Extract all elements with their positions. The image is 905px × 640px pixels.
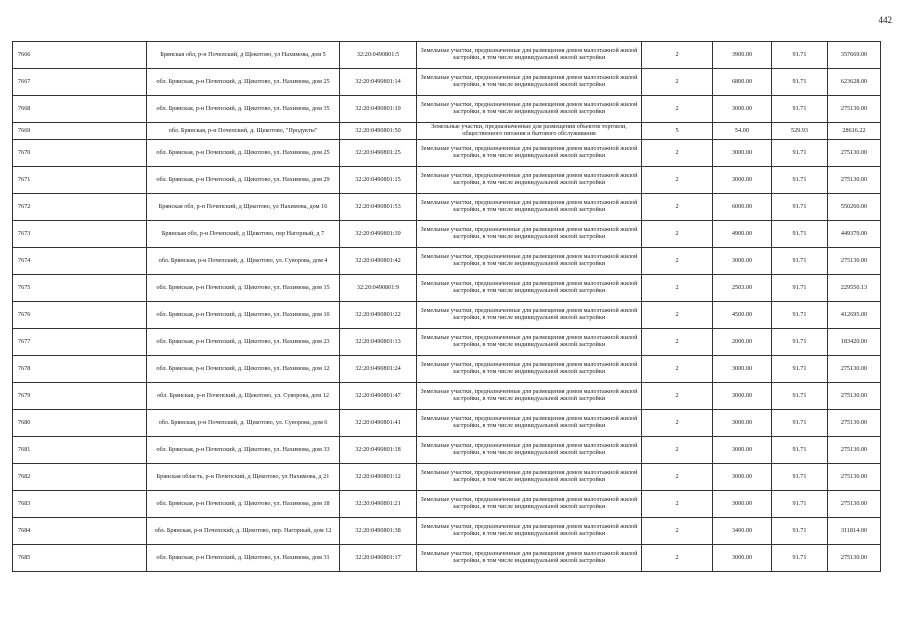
row-number-cell: 7669 bbox=[13, 123, 147, 140]
cadastral-number-cell: 32:20:0490801:14 bbox=[340, 69, 417, 96]
address-cell: обл. Брянская, р-н Почепский, д. Щекотово, ул. Нахимова, дом 10 bbox=[147, 302, 340, 329]
row-number-cell: 7670 bbox=[13, 140, 147, 167]
land-use-cell: Земельные участки, предназначенные для размещения домов малоэтажной жилой застройки, в том числе индивидуальной жилой застройки bbox=[417, 329, 642, 356]
group-cell: 2 bbox=[642, 69, 713, 96]
address-cell: обл. Брянская, р-н Почепский, д. Щекотово, ул. Суворова, дом 6 bbox=[147, 410, 340, 437]
specific-value-cell: 91.71 bbox=[772, 437, 828, 464]
area-cell: 4900.00 bbox=[713, 221, 772, 248]
group-cell: 2 bbox=[642, 356, 713, 383]
row-number-cell: 7668 bbox=[13, 96, 147, 123]
row-number-cell: 7680 bbox=[13, 410, 147, 437]
group-cell: 2 bbox=[642, 221, 713, 248]
specific-value-cell: 91.71 bbox=[772, 518, 828, 545]
land-use-cell: Земельные участки, предназначенные для размещения домов малоэтажной жилой застройки, в том числе индивидуальной жилой застройки bbox=[417, 69, 642, 96]
group-cell: 2 bbox=[642, 545, 713, 572]
cadastral-number-cell: 32:20:0490801:53 bbox=[340, 194, 417, 221]
address-cell: Брянская обл, р-н Почепский, д Щекотово, ул Нахимова, дом 5 bbox=[147, 42, 340, 69]
land-use-cell: Земельные участки, предназначенные для размещения домов малоэтажной жилой застройки, в том числе индивидуальной жилой застройки bbox=[417, 518, 642, 545]
specific-value-cell: 91.71 bbox=[772, 140, 828, 167]
address-cell: обл. Брянская, р-н Почепский, д. Щекотово, ул. Нахимова, дом 29 bbox=[147, 167, 340, 194]
row-number-cell: 7667 bbox=[13, 69, 147, 96]
land-use-cell: Земельные участки, предназначенные для размещения домов малоэтажной жилой застройки, в том числе индивидуальной жилой застройки bbox=[417, 167, 642, 194]
row-number-cell: 7681 bbox=[13, 437, 147, 464]
table-row bbox=[13, 42, 881, 69]
cadastral-number-cell: 32:20:0490801:22 bbox=[340, 302, 417, 329]
cadastral-number-cell: 32:20:0490801:47 bbox=[340, 383, 417, 410]
specific-value-cell: 529.93 bbox=[772, 123, 828, 140]
cadastral-value-table bbox=[12, 41, 881, 572]
cadastral-number-cell: 32:20:0490801:25 bbox=[340, 140, 417, 167]
cadastral-number-cell: 32:20:0490801:42 bbox=[340, 248, 417, 275]
group-cell: 5 bbox=[642, 123, 713, 140]
address-cell: Брянская обл, р-н Почепский, д Щекотово, пер Нагорный, д 7 bbox=[147, 221, 340, 248]
cadastral-number-cell: 32:20:0490801:41 bbox=[340, 410, 417, 437]
row-number-cell: 7671 bbox=[13, 167, 147, 194]
address-cell: обл. Брянская, р-н Почепский, д. Щекотово, ул. Суворова, дом 12 bbox=[147, 383, 340, 410]
area-cell: 3000.00 bbox=[713, 140, 772, 167]
cadastral-value-cell: 357669.00 bbox=[828, 42, 881, 69]
group-cell: 2 bbox=[642, 302, 713, 329]
area-cell: 2000.00 bbox=[713, 329, 772, 356]
address-cell: обл. Брянская, р-н Почепский, д. Щекотово, ул. Нахимова, дом 25 bbox=[147, 69, 340, 96]
land-use-cell: Земельные участки, предназначенные для размещения домов малоэтажной жилой застройки, в том числе индивидуальной жилой застройки bbox=[417, 464, 642, 491]
row-number-cell: 7679 bbox=[13, 383, 147, 410]
land-use-cell: Земельные участки, предназначенные для размещения домов малоэтажной жилой застройки, в том числе индивидуальной жилой застройки bbox=[417, 140, 642, 167]
specific-value-cell: 91.71 bbox=[772, 194, 828, 221]
table-row bbox=[13, 410, 881, 437]
cadastral-number-cell: 32:20:0490801:39 bbox=[340, 221, 417, 248]
cadastral-number-cell: 32:20:0490801:24 bbox=[340, 356, 417, 383]
cadastral-value-cell: 412695.00 bbox=[828, 302, 881, 329]
address-cell: обл. Брянская, р-н Почепский, д. Щекотово, ул. Нахимова, дом 31 bbox=[147, 545, 340, 572]
cadastral-number-cell: 32:20:0490801:5 bbox=[340, 42, 417, 69]
cadastral-value-cell: 275130.00 bbox=[828, 140, 881, 167]
row-number-cell: 7684 bbox=[13, 518, 147, 545]
address-cell: обл. Брянская, р-н Почепский, д. Щекотово, ул. Нахимова, дом 12 bbox=[147, 356, 340, 383]
table-row bbox=[13, 302, 881, 329]
land-use-cell: Земельные участки, предназначенные для размещения домов малоэтажной жилой застройки, в том числе индивидуальной жилой застройки bbox=[417, 96, 642, 123]
land-use-cell: Земельные участки, предназначенные для размещения домов малоэтажной жилой застройки, в том числе индивидуальной жилой застройки bbox=[417, 545, 642, 572]
cadastral-value-cell: 275130.00 bbox=[828, 491, 881, 518]
table-row bbox=[13, 437, 881, 464]
specific-value-cell: 91.71 bbox=[772, 248, 828, 275]
specific-value-cell: 91.71 bbox=[772, 42, 828, 69]
cadastral-number-cell: 32:20:0490801:18 bbox=[340, 437, 417, 464]
cadastral-value-cell: 275130.00 bbox=[828, 248, 881, 275]
cadastral-value-cell: 550260.00 bbox=[828, 194, 881, 221]
cadastral-value-cell: 275130.00 bbox=[828, 167, 881, 194]
land-use-cell: Земельные участки, предназначенные для размещения домов малоэтажной жилой застройки, в том числе индивидуальной жилой застройки bbox=[417, 194, 642, 221]
land-use-cell: Земельные участки, предназначенные для размещения домов малоэтажной жилой застройки, в том числе индивидуальной жилой застройки bbox=[417, 491, 642, 518]
row-number-cell: 7678 bbox=[13, 356, 147, 383]
specific-value-cell: 91.71 bbox=[772, 275, 828, 302]
specific-value-cell: 91.71 bbox=[772, 96, 828, 123]
cadastral-value-cell: 449379.00 bbox=[828, 221, 881, 248]
area-cell: 3000.00 bbox=[713, 167, 772, 194]
table-row bbox=[13, 123, 881, 140]
table-row bbox=[13, 491, 881, 518]
specific-value-cell: 91.71 bbox=[772, 69, 828, 96]
land-use-cell: Земельные участки, предназначенные для размещения домов малоэтажной жилой застройки, в том числе индивидуальной жилой застройки bbox=[417, 410, 642, 437]
area-cell: 54.00 bbox=[713, 123, 772, 140]
specific-value-cell: 91.71 bbox=[772, 221, 828, 248]
specific-value-cell: 91.71 bbox=[772, 302, 828, 329]
row-number-cell: 7683 bbox=[13, 491, 147, 518]
group-cell: 2 bbox=[642, 42, 713, 69]
specific-value-cell: 91.71 bbox=[772, 329, 828, 356]
table-row bbox=[13, 356, 881, 383]
land-use-cell: Земельные участки, предназначенные для размещения домов малоэтажной жилой застройки, в том числе индивидуальной жилой застройки bbox=[417, 356, 642, 383]
table-row bbox=[13, 518, 881, 545]
address-cell: Брянская обл, р-н Почепский, д Щекотово, ул Нахимова, дом 16 bbox=[147, 194, 340, 221]
row-number-cell: 7672 bbox=[13, 194, 147, 221]
address-cell: обл. Брянская, р-н Почепский, д. Щекотово, пер. Нагорный, дом 12 bbox=[147, 518, 340, 545]
group-cell: 2 bbox=[642, 383, 713, 410]
row-number-cell: 7666 bbox=[13, 42, 147, 69]
cadastral-number-cell: 32:20:0490801:17 bbox=[340, 545, 417, 572]
address-cell: обл. Брянская, р-н Почепский, д. Щекотово, ул. Нахимова, дом 33 bbox=[147, 437, 340, 464]
cadastral-value-cell: 275130.00 bbox=[828, 464, 881, 491]
specific-value-cell: 91.71 bbox=[772, 356, 828, 383]
table-row bbox=[13, 248, 881, 275]
cadastral-value-cell: 229550.13 bbox=[828, 275, 881, 302]
row-number-cell: 7685 bbox=[13, 545, 147, 572]
land-use-cell: Земельные участки, предназначенные для размещения домов малоэтажной жилой застройки, в том числе индивидуальной жилой застройки bbox=[417, 275, 642, 302]
cadastral-value-cell: 275130.00 bbox=[828, 437, 881, 464]
page-number: 442 bbox=[878, 15, 892, 25]
land-use-cell: Земельные участки, предназначенные для размещения домов малоэтажной жилой застройки, в том числе индивидуальной жилой застройки bbox=[417, 437, 642, 464]
group-cell: 2 bbox=[642, 167, 713, 194]
area-cell: 2503.00 bbox=[713, 275, 772, 302]
land-use-cell: Земельные участки, предназначенные для размещения домов малоэтажной жилой застройки, в том числе индивидуальной жилой застройки bbox=[417, 383, 642, 410]
group-cell: 2 bbox=[642, 410, 713, 437]
cadastral-value-cell: 275130.00 bbox=[828, 410, 881, 437]
address-cell: обл. Брянская, р-н Почепский, д. Щекотово, ул. Нахимова, дом 18 bbox=[147, 491, 340, 518]
group-cell: 2 bbox=[642, 518, 713, 545]
table-row bbox=[13, 96, 881, 123]
area-cell: 3400.00 bbox=[713, 518, 772, 545]
land-use-cell: Земельные участки, предназначенные для размещения домов малоэтажной жилой застройки, в том числе индивидуальной жилой застройки bbox=[417, 248, 642, 275]
address-cell: обл. Брянская, р-н Почепский, д. Щекотово, ул. Нахимова, дом 15 bbox=[147, 275, 340, 302]
cadastral-number-cell: 32:20:0490801:21 bbox=[340, 491, 417, 518]
group-cell: 2 bbox=[642, 96, 713, 123]
cadastral-value-cell: 311814.00 bbox=[828, 518, 881, 545]
address-cell: Брянская область, р-н Почепский, д Щекотово, ул Нахимова, д 21 bbox=[147, 464, 340, 491]
area-cell: 3000.00 bbox=[713, 491, 772, 518]
group-cell: 2 bbox=[642, 275, 713, 302]
table-row bbox=[13, 275, 881, 302]
row-number-cell: 7676 bbox=[13, 302, 147, 329]
land-use-cell: Земельные участки, предназначенные для размещения домов малоэтажной жилой застройки, в том числе индивидуальной жилой застройки bbox=[417, 42, 642, 69]
cadastral-value-cell: 275130.00 bbox=[828, 383, 881, 410]
area-cell: 3000.00 bbox=[713, 96, 772, 123]
table-row bbox=[13, 545, 881, 572]
row-number-cell: 7677 bbox=[13, 329, 147, 356]
group-cell: 2 bbox=[642, 464, 713, 491]
specific-value-cell: 91.71 bbox=[772, 410, 828, 437]
group-cell: 2 bbox=[642, 329, 713, 356]
area-cell: 6000.00 bbox=[713, 194, 772, 221]
cadastral-value-cell: 28616.22 bbox=[828, 123, 881, 140]
cadastral-number-cell: 32:20:0490801:13 bbox=[340, 329, 417, 356]
specific-value-cell: 91.71 bbox=[772, 167, 828, 194]
land-use-cell: Земельные участки, предназначенные для размещения объектов торговли, общественного питания и бытового обслуживания bbox=[417, 123, 642, 140]
cadastral-number-cell: 32:20:0490801:50 bbox=[340, 123, 417, 140]
address-cell: обл. Брянская, р-н Почепский, д. Щекотово, ул. Суворова, дом 4 bbox=[147, 248, 340, 275]
land-use-cell: Земельные участки, предназначенные для размещения домов малоэтажной жилой застройки, в том числе индивидуальной жилой застройки bbox=[417, 302, 642, 329]
group-cell: 2 bbox=[642, 248, 713, 275]
area-cell: 4500.00 bbox=[713, 302, 772, 329]
cadastral-number-cell: 32:20:0490801:9 bbox=[340, 275, 417, 302]
table-row bbox=[13, 194, 881, 221]
table-row bbox=[13, 221, 881, 248]
row-number-cell: 7682 bbox=[13, 464, 147, 491]
cadastral-value-cell: 183420.00 bbox=[828, 329, 881, 356]
address-cell: обл. Брянская, р-н Почепский, д. Щекотово, ул. Нахимова, дом 35 bbox=[147, 96, 340, 123]
address-cell: обл. Брянская, р-н Почепский, д. Щекотово, ул. Нахимова, дом 25 bbox=[147, 140, 340, 167]
group-cell: 2 bbox=[642, 437, 713, 464]
specific-value-cell: 91.71 bbox=[772, 545, 828, 572]
table-row bbox=[13, 383, 881, 410]
table-row bbox=[13, 69, 881, 96]
group-cell: 2 bbox=[642, 491, 713, 518]
row-number-cell: 7674 bbox=[13, 248, 147, 275]
cadastral-value-cell: 275130.00 bbox=[828, 356, 881, 383]
specific-value-cell: 91.71 bbox=[772, 383, 828, 410]
group-cell: 2 bbox=[642, 140, 713, 167]
cadastral-value-cell: 275130.00 bbox=[828, 96, 881, 123]
row-number-cell: 7675 bbox=[13, 275, 147, 302]
address-cell: обл. Брянская, р-н Почепский, д. Щекотово, ул. Нахимова, дом 23 bbox=[147, 329, 340, 356]
specific-value-cell: 91.71 bbox=[772, 464, 828, 491]
table-row bbox=[13, 140, 881, 167]
cadastral-number-cell: 32:20:0490801:38 bbox=[340, 518, 417, 545]
table-body bbox=[13, 42, 881, 572]
specific-value-cell: 91.71 bbox=[772, 491, 828, 518]
cadastral-number-cell: 32:20:0490801:19 bbox=[340, 96, 417, 123]
area-cell: 6800.00 bbox=[713, 69, 772, 96]
table-row bbox=[13, 329, 881, 356]
area-cell: 3900.00 bbox=[713, 42, 772, 69]
area-cell: 3000.00 bbox=[713, 248, 772, 275]
table-row bbox=[13, 464, 881, 491]
group-cell: 2 bbox=[642, 194, 713, 221]
land-use-cell: Земельные участки, предназначенные для размещения домов малоэтажной жилой застройки, в том числе индивидуальной жилой застройки bbox=[417, 221, 642, 248]
cadastral-number-cell: 32:20:0490801:15 bbox=[340, 167, 417, 194]
area-cell: 3000.00 bbox=[713, 464, 772, 491]
area-cell: 3000.00 bbox=[713, 545, 772, 572]
table-row bbox=[13, 167, 881, 194]
cadastral-value-cell: 623628.00 bbox=[828, 69, 881, 96]
area-cell: 3000.00 bbox=[713, 410, 772, 437]
cadastral-value-cell: 275130.00 bbox=[828, 545, 881, 572]
area-cell: 3000.00 bbox=[713, 356, 772, 383]
cadastral-number-cell: 32:20:0490801:12 bbox=[340, 464, 417, 491]
area-cell: 3000.00 bbox=[713, 437, 772, 464]
address-cell: обл. Брянская, р-н Почепский, д. Щекотово, "Продукты" bbox=[147, 123, 340, 140]
area-cell: 3000.00 bbox=[713, 383, 772, 410]
row-number-cell: 7673 bbox=[13, 221, 147, 248]
